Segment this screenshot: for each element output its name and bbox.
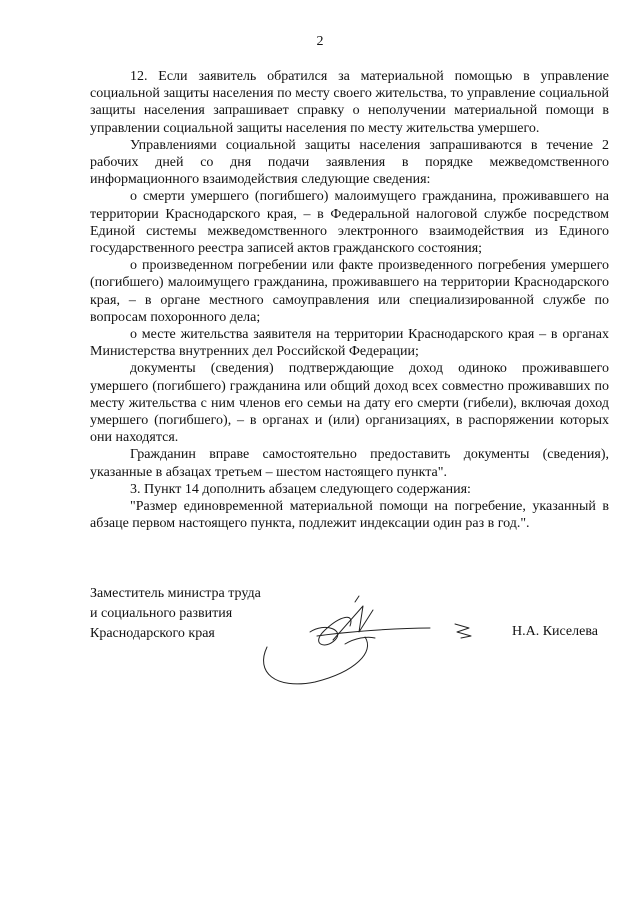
paragraph-4: о произведенном погребении или факте произведенного погребения умершего (погибшего) малоимущего гражданина, проживавшего на территории Краснодарского края, – в органе местного самоуправления или специализированной службе по вопросам похоронного дела; — [90, 258, 609, 325]
document-body — [90, 68, 609, 532]
paragraph-8: 3. Пункт 14 дополнить абзацем следующего содержания: — [130, 481, 471, 497]
handwritten-signature — [255, 592, 495, 687]
signatory-title-line-1: Заместитель министра труда — [90, 586, 261, 601]
page-number: 2 — [316, 34, 324, 49]
signatory-name: Н.А. Киселева — [512, 624, 598, 639]
paragraph-7: Гражданин вправе самостоятельно предоставить документы (сведения), указанные в абзацах третьем – шестом настоящего пункта". — [90, 447, 609, 480]
signatory-title-line-2: и социального развития — [90, 606, 233, 621]
paragraph-9: "Размер единовременной материальной помощи на погребение, указанный в абзаце первом настоящего пункта, подлежит индексации один раз в год.". — [90, 499, 609, 532]
paragraph-2: Управлениями социальной защиты населения запрашиваются в течение 2 рабочих дней со дня подачи заявления в порядке межведомственного информационного взаимодействия следующие сведения: — [90, 137, 609, 188]
paragraph-3: о смерти умершего (погибшего) малоимущего гражданина, проживавшего на территории Краснодарского края, – в Федеральной налоговой службе посредством Единой системы межведомственного электронного взаимодействия из Единого государственного реестра записей актов гражданского состояния; — [90, 189, 609, 257]
signatory-title — [90, 584, 261, 644]
paragraph-5: о месте жительства заявителя на территории Краснодарского края – в органах Министерства внутренних дел Российской Федерации; — [90, 327, 609, 360]
signatory-title-line-3: Краснодарского края — [90, 626, 215, 641]
paragraph-6: документы (сведения) подтверждающие доход одиноко проживавшего умершего (погибшего) гражданина или общий доход всех совместно проживавших по месту жительства с ним членов его семьи на дату его смерти (гибели), включая доход умершего (погибшего), – в органах и (или) организациях, в распоряжении которых они находятся. — [90, 361, 609, 446]
paragraph-1: 12. Если заявитель обратился за материальной помощью в управление социальной защиты населения по месту своего жительства, то управление социальной защиты населения запрашивает справку о неполучении материальной помощи в управлении социальной защиты населения по месту жительства умершего. — [90, 69, 609, 136]
